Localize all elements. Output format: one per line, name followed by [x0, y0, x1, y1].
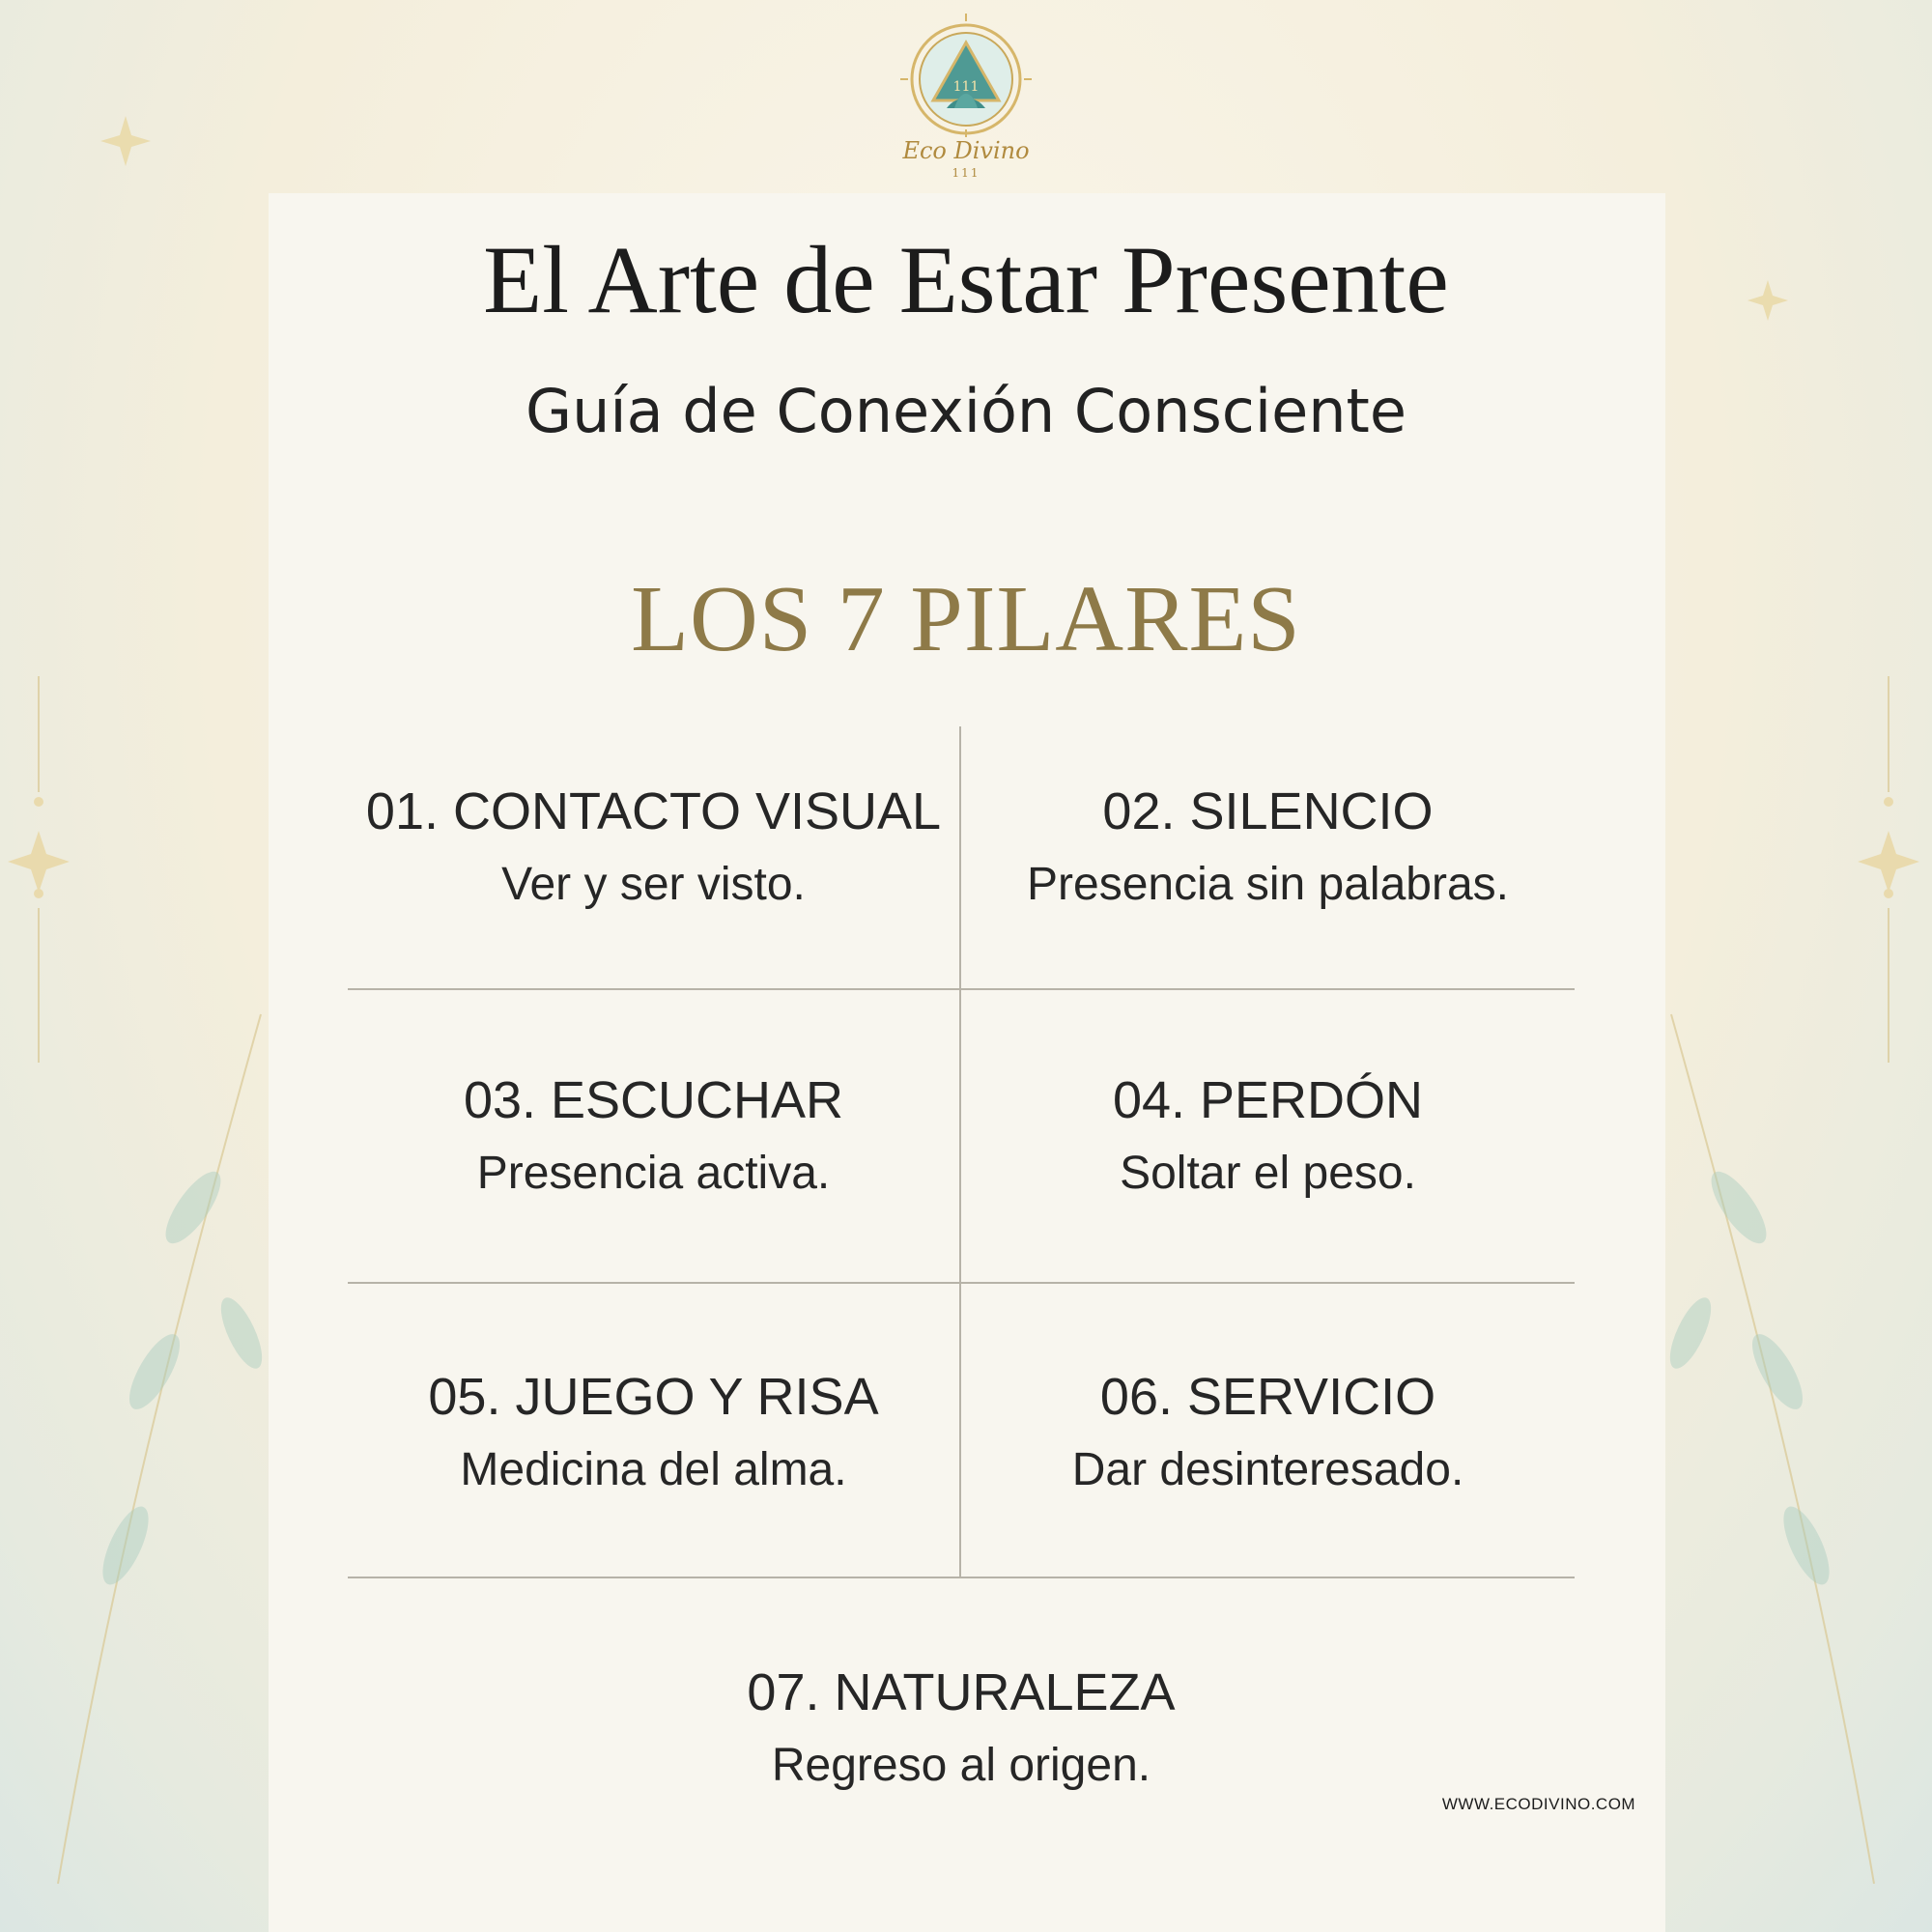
pillar-card — [348, 775, 959, 922]
logo-number-sub: 111 — [952, 166, 980, 180]
logo-wordmark: Eco Divino — [902, 137, 1030, 164]
pillar-description: Presencia activa. — [476, 1148, 831, 1199]
pillar-description: Presencia sin palabras. — [1027, 859, 1509, 910]
brand-logo — [898, 14, 1034, 184]
pillar-title: 01. CONTACTO VISUAL — [365, 782, 942, 840]
pillar-card — [348, 1064, 959, 1210]
pillar-description: Ver y ser visto. — [501, 859, 806, 910]
pillar-card — [961, 1360, 1575, 1507]
pillar-card — [348, 1360, 959, 1507]
pillar-description: Medicina del alma. — [460, 1444, 847, 1495]
pillar-description: Dar desinteresado. — [1071, 1444, 1464, 1495]
pillar-title: 04. PERDÓN — [1112, 1071, 1424, 1129]
page-title: El Arte de Estar Presente — [483, 226, 1449, 333]
pillar-title: 07. NATURALEZA — [747, 1663, 1176, 1721]
pillar-description: Regreso al origen. — [771, 1740, 1151, 1791]
pillar-card — [961, 1064, 1575, 1210]
website-url: WWW.ECODIVINO.COM — [1441, 1795, 1636, 1813]
pillar-title: 03. ESCUCHAR — [463, 1071, 844, 1129]
logo-emblem-icon — [898, 14, 1034, 139]
pillar-description: Soltar el peso. — [1120, 1148, 1416, 1199]
pillar-title: 06. SERVICIO — [1099, 1368, 1436, 1426]
section-title: LOS 7 PILARES — [631, 567, 1301, 671]
pillar-card — [348, 1656, 1575, 1803]
pillar-title: 02. SILENCIO — [1102, 782, 1434, 840]
logo-number: 111 — [952, 79, 980, 95]
pillar-title: 05. JUEGO Y RISA — [428, 1368, 879, 1426]
pillar-card — [961, 775, 1575, 922]
page-subtitle: Guía de Conexión Consciente — [526, 376, 1406, 446]
